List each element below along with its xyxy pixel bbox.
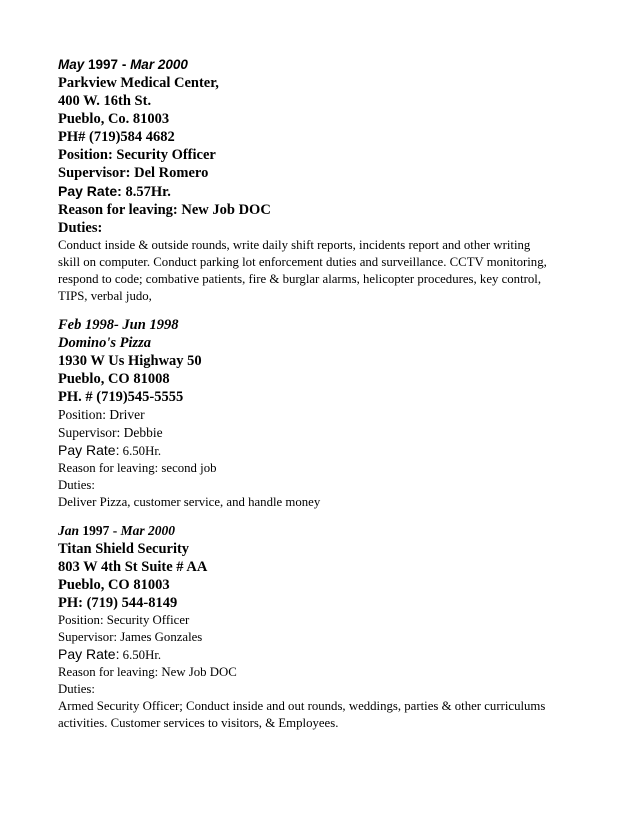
pay-rate: Pay Rate: 6.50Hr. xyxy=(58,442,162,458)
company-address: 803 W 4th St Suite # AA xyxy=(58,559,208,575)
company-phone: PH. # (719)545-5555 xyxy=(58,389,184,405)
duties-line: Deliver Pizza, customer service, and handle money xyxy=(58,495,321,509)
resume-page xyxy=(58,56,598,743)
duties-label: Duties: xyxy=(58,220,103,236)
duties-label: Duties: xyxy=(58,682,95,696)
company-phone: PH: (719) 544-8149 xyxy=(58,595,178,611)
company-city: Pueblo, CO 81008 xyxy=(58,371,170,387)
job-entry-dominos xyxy=(58,316,598,511)
duties-line: activities. Customer services to visitors, & Employees. xyxy=(58,716,339,730)
job-supervisor: Supervisor: Debbie xyxy=(58,425,163,440)
job-position: Position: Security Officer xyxy=(58,613,190,627)
company-name: Parkview Medical Center, xyxy=(58,75,219,91)
job-supervisor: Supervisor: James Gonzales xyxy=(58,630,203,644)
reason-for-leaving: Reason for leaving: New Job DOC xyxy=(58,202,271,218)
company-city: Pueblo, Co. 81003 xyxy=(58,111,170,127)
reason-for-leaving: Reason for leaving: second job xyxy=(58,461,217,475)
duties-line: Conduct inside & outside rounds, write daily shift reports, incidents report and other writing xyxy=(58,238,531,252)
company-address: 1930 W Us Highway 50 xyxy=(58,353,202,369)
job-dates: Jan 1997 - Mar 2000 xyxy=(58,523,176,538)
job-entry-parkview xyxy=(58,56,598,305)
duties-line: respond to code; combative patients, fire & burglar alarms, helicopter procedures, key control, xyxy=(58,272,542,286)
job-position: Position: Security Officer xyxy=(58,147,216,163)
reason-for-leaving: Reason for leaving: New Job DOC xyxy=(58,665,237,679)
job-supervisor: Supervisor: Del Romero xyxy=(58,165,209,181)
job-position: Position: Driver xyxy=(58,407,145,422)
company-name: Titan Shield Security xyxy=(58,541,190,557)
pay-rate: Pay Rate: 6.50Hr. xyxy=(58,646,162,662)
duties-label: Duties: xyxy=(58,478,95,492)
pay-rate: Pay Rate: 8.57Hr. xyxy=(58,183,171,200)
job-dates: Feb 1998- Jun 1998 xyxy=(58,317,179,333)
company-name: Domino's Pizza xyxy=(58,335,152,351)
duties-line: skill on computer. Conduct parking lot enforcement duties and surveillance. CCTV monitoring, xyxy=(58,255,547,269)
job-entry-titan-shield xyxy=(58,522,598,732)
duties-line: TIPS, verbal judo, xyxy=(58,289,152,303)
job-dates: May 1997 - Mar 2000 xyxy=(58,57,188,72)
duties-line: Armed Security Officer; Conduct inside and out rounds, weddings, parties & other curriculums xyxy=(58,699,546,713)
company-phone: PH# (719)584 4682 xyxy=(58,129,175,145)
company-address: 400 W. 16th St. xyxy=(58,93,152,109)
company-city: Pueblo, CO 81003 xyxy=(58,577,170,593)
